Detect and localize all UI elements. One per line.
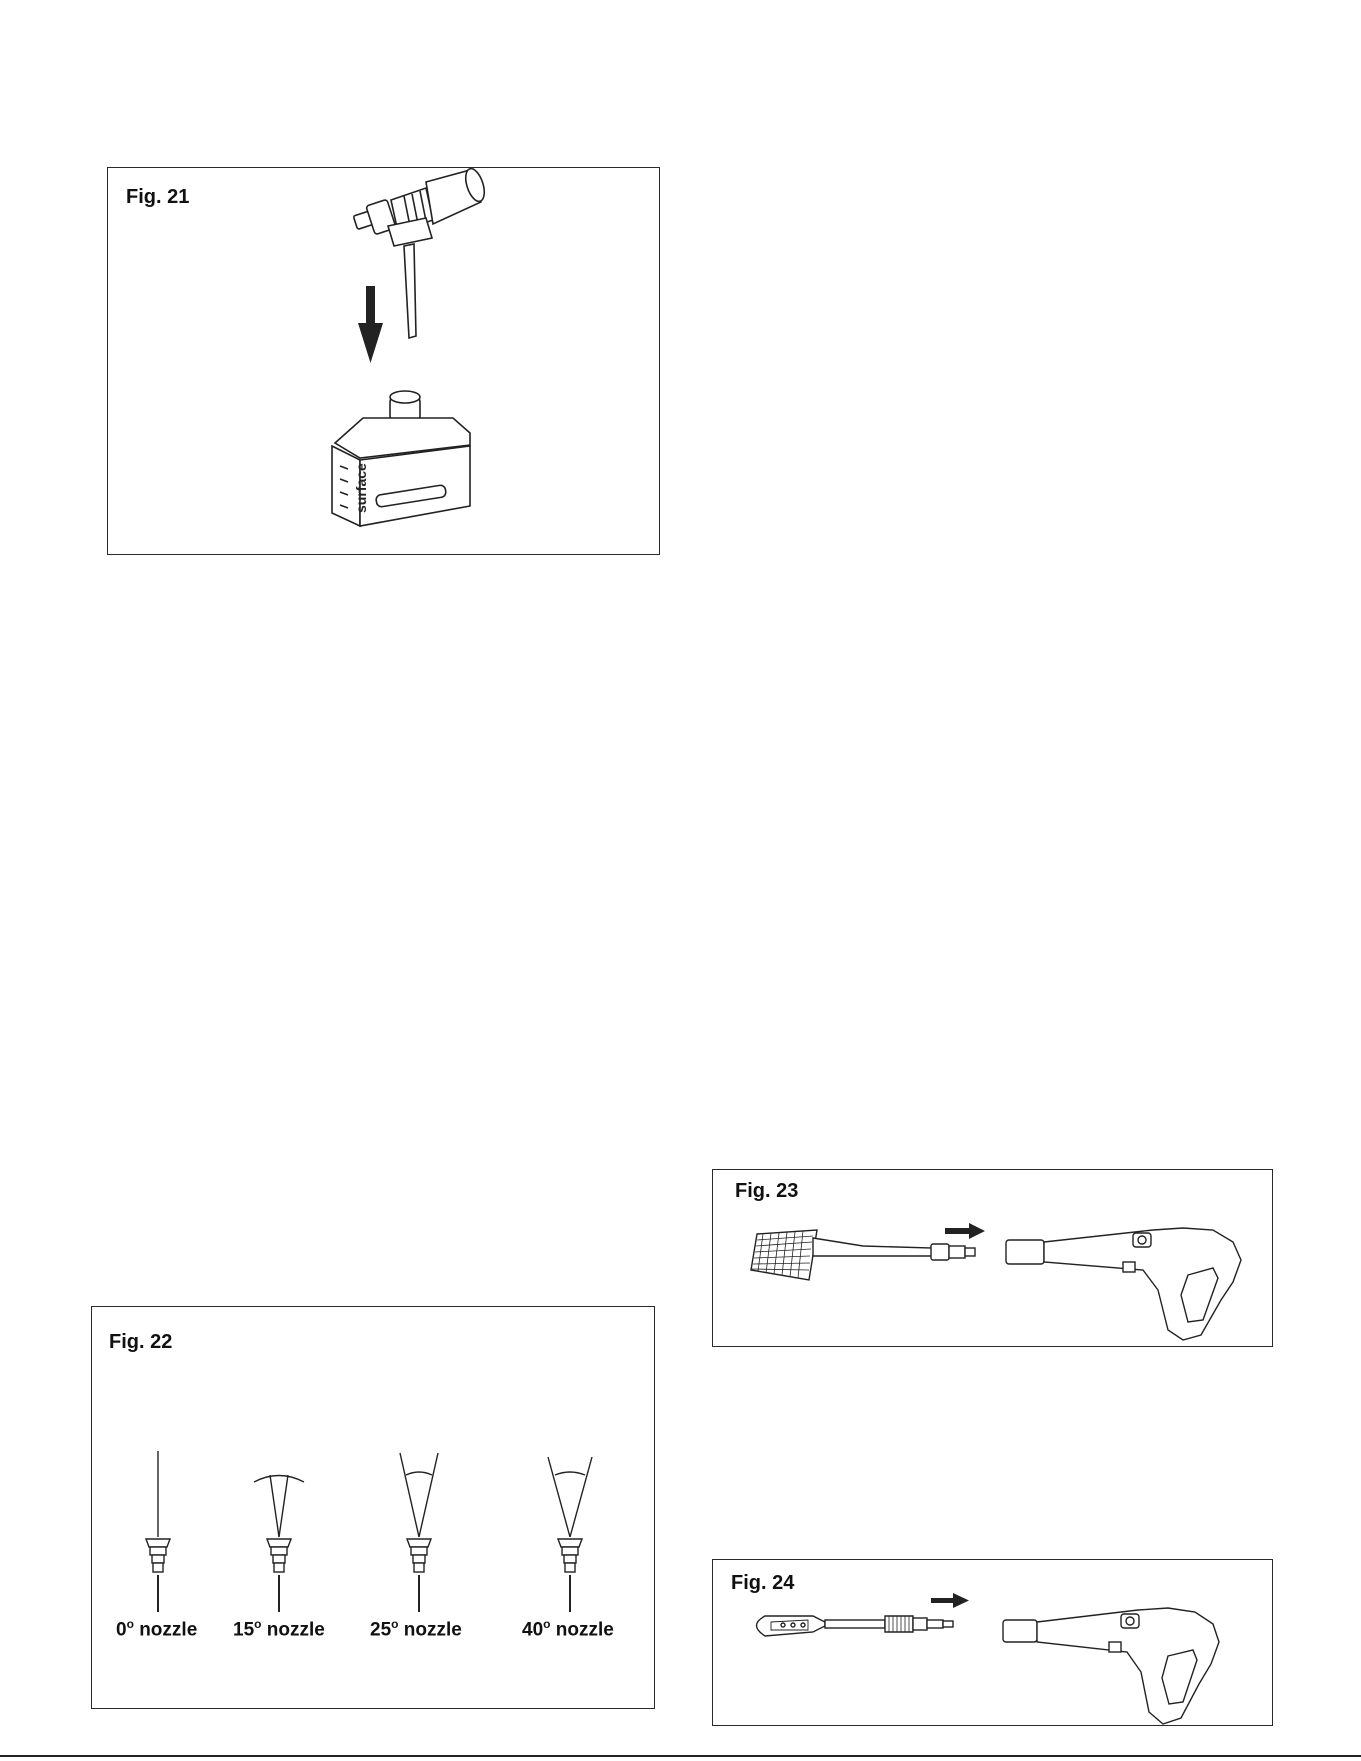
nozzle-40-label: 40$^o$ nozzle: [522, 1617, 614, 1641]
brush-to-gun-illustration: [713, 1170, 1274, 1348]
right-arrow-icon: [931, 1593, 969, 1608]
down-arrow-icon: [358, 286, 383, 363]
figure-22: [91, 1306, 655, 1709]
figure-24: [712, 1559, 1273, 1726]
figure-21-label: Fig. 21: [126, 186, 190, 208]
bottle-brand-text: surface: [353, 463, 369, 513]
nozzle-0-label: 0$^o$ nozzle: [116, 1617, 198, 1641]
nozzle-15-label: 15$^o$ nozzle: [233, 1617, 325, 1641]
figure-23-label: Fig. 23: [735, 1180, 799, 1202]
page-bottom-rule: [0, 1755, 1361, 1757]
wand-to-gun-illustration: [713, 1560, 1274, 1727]
figure-24-label: Fig. 24: [731, 1572, 795, 1594]
right-arrow-icon: [945, 1223, 985, 1239]
nozzle-spray-patterns: [92, 1307, 656, 1710]
figure-22-label: Fig. 22: [109, 1331, 173, 1353]
figure-23: [712, 1169, 1273, 1347]
nozzle-25-label: 25$^o$ nozzle: [370, 1617, 462, 1641]
foam-cannon-illustration: [108, 168, 661, 556]
figure-21: [107, 167, 660, 555]
